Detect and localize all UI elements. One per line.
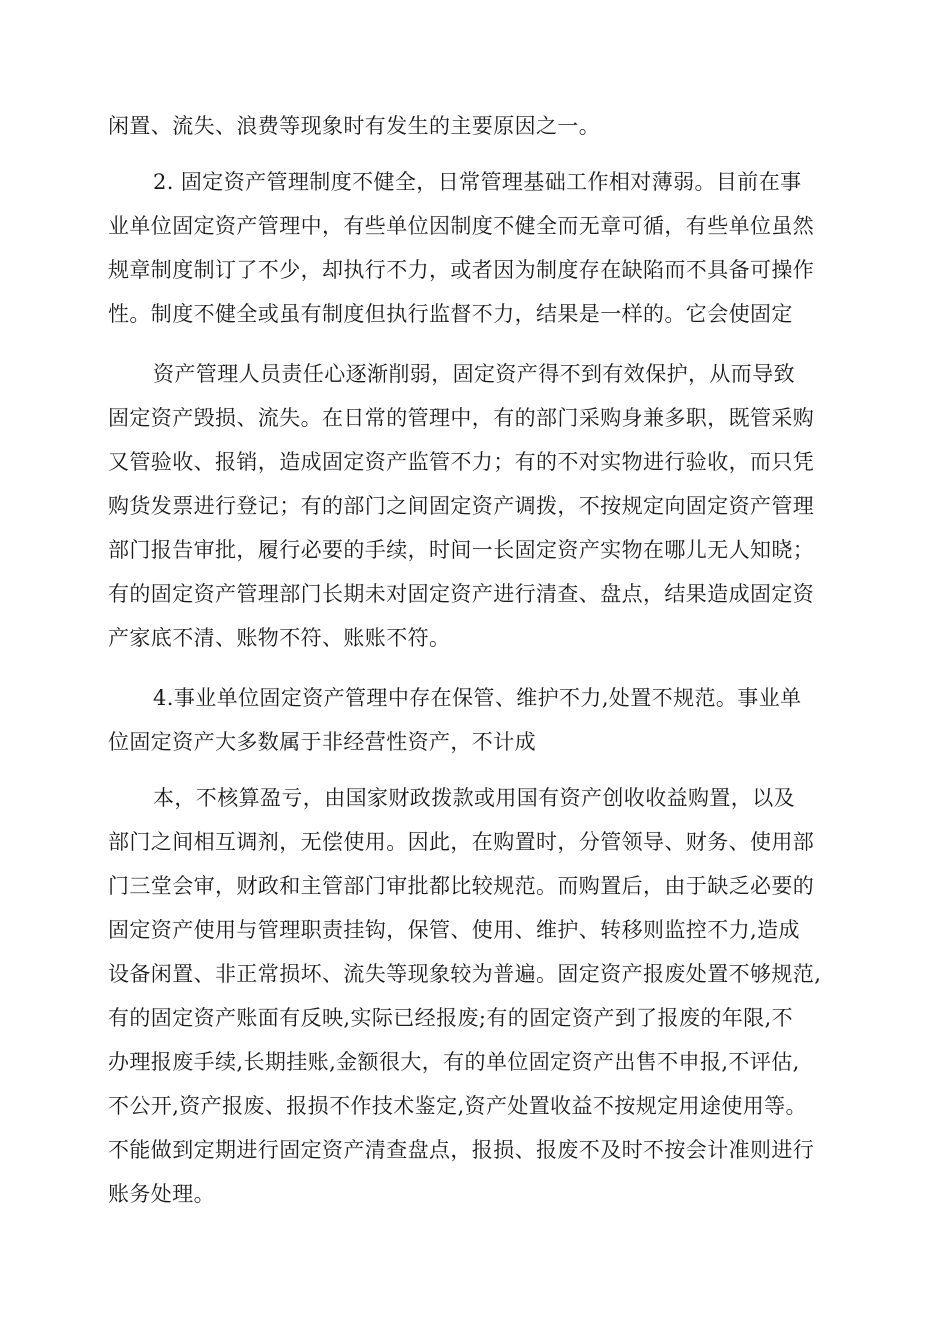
text-line: 2. 固定资产管理制度不健全，日常管理基础工作相对薄弱。目前在事 [153,170,802,194]
paragraph-4 [108,676,848,764]
text-line: 账务处理。 [108,1182,215,1206]
text-line: 4.事业单位固定资产管理中存在保管、维护不力,处置不规范。事业单 [153,686,802,710]
text-line: 产家底不清、账物不符、账账不符。 [108,626,451,650]
text-line: 位固定资产大多数属于非经营性资产，不计成 [108,730,536,754]
text-line: 业单位固定资产管理中，有些单位因制度不健全而无章可循，有些单位虽然 [108,214,815,238]
paragraph-3 [108,352,848,660]
text-line: 部门之间相互调剂，无偿使用。因此，在购置时，分管领导、财务、使用部 [108,830,815,854]
paragraph-2 [108,160,848,336]
text-line: 不能做到定期进行固定资产清查盘点，报损、报废不及时不按会计准则进行 [108,1138,815,1162]
text-line: 有的固定资产账面有反映,实际已经报废;有的固定资产到了报废的年限,不 [108,1006,794,1030]
text-line: 性。制度不健全或虽有制度但执行监督不力，结果是一样的。它会使固定 [108,302,793,326]
text-line: 规章制度制订了不少，却执行不力，或者因为制度存在缺陷而不具备可操作 [108,258,815,282]
text-line: 闲置、流失、浪费等现象时有发生的主要原因之一。 [108,114,601,138]
text-line: 本，不核算盈亏，由国家财政拨款或用国有资产创收收益购置，以及 [153,786,795,810]
paragraph-1 [108,104,848,148]
text-line: 购货发票进行登记；有的部门之间固定资产调拨，不按规定向固定资产管理 [108,494,815,518]
text-line: 固定资产使用与管理职责挂钩，保管、使用、维护、转移则监控不力,造成 [108,918,800,942]
text-line: 有的固定资产管理部门长期未对固定资产进行清查、盘点，结果造成固定资 [108,582,815,606]
text-line: 固定资产毁损、流失。在日常的管理中，有的部门采购身兼多职，既管采购 [108,406,815,430]
text-line: 资产管理人员责任心逐渐削弱，固定资产得不到有效保护，从而导致 [153,362,795,386]
paragraph-5 [108,776,848,1216]
text-line: 办理报废手续,长期挂账,金额很大，有的单位固定资产出售不申报,不评估, [108,1050,800,1074]
text-line: 设备闲置、非正常损坏、流失等现象较为普遍。固定资产报废处置不够规范, [108,962,822,986]
text-line: 不公开,资产报废、报损不作技术鉴定,资产处置收益不按规定用途使用等。 [108,1094,807,1118]
text-line: 门三堂会审，财政和主管部门审批都比较规范。而购置后，由于缺乏必要的 [108,874,815,898]
text-line: 又管验收、报销，造成固定资产监管不力；有的不对实物进行验收，而只凭 [108,450,815,474]
text-line: 部门报告审批，履行必要的手续，时间一长固定资产实物在哪儿无人知晓； [108,538,815,562]
